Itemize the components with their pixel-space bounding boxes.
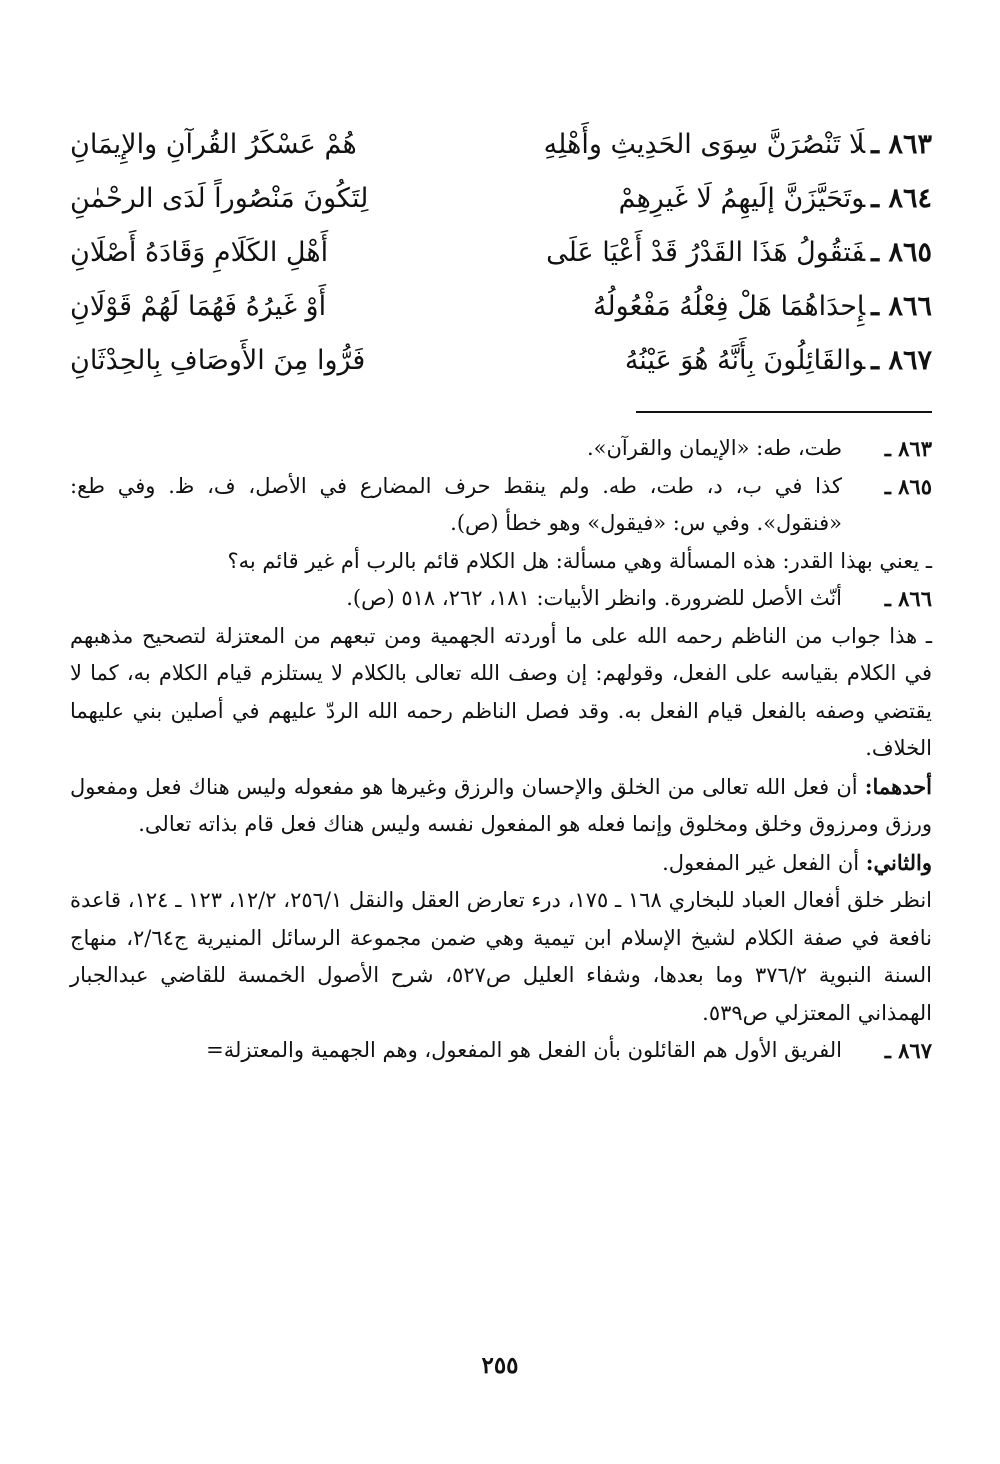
footnote-866	[70, 580, 932, 618]
verse-first-hemistich	[512, 334, 932, 388]
verse-text: وتَحَيَّزَنَّ إلَيهِمُ لَا غَيرِهِمْ	[618, 183, 866, 214]
footnote-number: ٨٦٣ ـ	[884, 436, 932, 461]
second-principle-text: أن الفعل غير المفعول.	[662, 850, 866, 875]
footnote-867	[70, 1032, 932, 1070]
verse-row	[70, 280, 932, 334]
verse-second-hemistich: لِتَكُونَ مَنْصُوراً لَدَى الرحْمٰنِ	[70, 183, 369, 214]
verse-text: والقَائِلُونَ بِأَنَّهُ هُوَ عَيْنُهُ	[624, 345, 866, 376]
verse-text: فَتقُولُ هَذَا القَدْرُ قَدْ أَعْيَا عَلَى	[546, 237, 866, 268]
verse-row	[70, 334, 932, 388]
verse-second-hemistich: فَرُّوا مِنَ الأَوصَافِ بِالحِدْثَانِ	[70, 345, 366, 376]
footnotes	[70, 430, 932, 1070]
page-number: ٢٥٥	[481, 1352, 519, 1379]
first-principle-text: أن فعل الله تعالى من الخلق والإحسان والرزق وغيرها هو مفعوله وليس هناك فعل ومفعول ورزق ومرزوق وخلق ومخلوق وإنما فعله هو المفعول نفسه وليس هناك فعل قام بذاته تعالى.	[70, 774, 932, 836]
footnote-863	[70, 430, 932, 468]
first-principle-lead: أحدهما:	[864, 773, 932, 799]
footnote-865-comment: ـ يعني بهذا القدر: هذه المسألة وهي مسألة: هل الكلام قائم بالرب أم غير قائم به؟	[227, 548, 932, 573]
verse-number: ٨٦٤ ـ	[871, 183, 932, 214]
verse-row	[70, 226, 932, 280]
footnote-number: ٨٦٧ ـ	[884, 1038, 932, 1063]
verse-number: ٨٦٣ ـ	[871, 129, 932, 160]
footnote-text: أنّث الأصل للضرورة. وانظر الأبيات: ١٨١، ٢٦٢، ٥١٨ (ص).	[346, 586, 842, 610]
footnote-866-comment: ـ هذا جواب من الناظم رحمه الله على ما أوردته الجهمية ومن تبعهم من المعتزلة لتصحيح مذهبهم في الكلام بقياسه على الفعل، وقولهم: إن وصف الله تعالى بالكلام لا يستلزم قيام الكلام به، كما لا يقتضي وصفه بالفعل قيام الفعل به. وقد فصل الناظم رحمه الله الردّ عليهم في أصلين بني عليهما الخلاف.	[70, 623, 932, 760]
verse-second-hemistich: أَهْلِ الكَلَامِ وَقَادَهُ أَصْلَانِ	[70, 237, 329, 268]
footnote-number: ٨٦٦ ـ	[884, 586, 932, 611]
poem-block	[70, 118, 932, 388]
second-principle-lead: والثاني:	[865, 849, 932, 875]
verse-row	[70, 118, 932, 172]
verse-second-hemistich: أَوْ غَيرُهُ فَهُمَا لَهُمْ قَوْلَانِ	[70, 291, 327, 322]
verse-text: لَا تَنْصُرَنَّ سِوَى الحَدِيثِ وأَهْلِهِ	[543, 129, 866, 160]
verse-number: ٨٦٧ ـ	[871, 345, 932, 376]
verse-row	[70, 172, 932, 226]
footnote-separator	[636, 411, 932, 413]
verse-first-hemistich	[512, 280, 932, 334]
verse-second-hemistich: هُمْ عَسْكَرُ القُرآنِ والإِيمَانِ	[70, 129, 357, 160]
verse-number: ٨٦٥ ـ	[871, 237, 932, 268]
footnote-text: الفريق الأول هم القائلون بأن الفعل هو المفعول، وهم الجهمية والمعتزلة=	[206, 1038, 842, 1062]
verse-first-hemistich	[512, 226, 932, 280]
verse-first-hemistich	[512, 172, 932, 226]
verse-number: ٨٦٦ ـ	[871, 291, 932, 322]
footnote-text: كذا في ب، د، طت، طه. ولم ينقط حرف المضارع في الأصل، ف، ظ. وفي طع: «فنقول». وفي س: «فيقول» وهو خطأ (ص).	[70, 473, 842, 535]
first-principle	[70, 768, 932, 844]
footnote-number: ٨٦٥ ـ	[884, 473, 932, 499]
second-principle	[70, 844, 932, 883]
footnote-865	[70, 468, 932, 543]
references: انظر خلق أفعال العباد للبخاري ١٦٨ ـ ١٧٥، درء تعارض العقل والنقل ٢٥٦/١، ١٢/٢، ١٢٣ ـ ١٢٤، قاعدة نافعة في صفة الكلام لشيخ الإسلام ابن تيمية وهي ضمن مجموعة الرسائل المنيرية ج٢/٦٤، منهاج السنة النبوية ٣٧٦/٢ وما بعدها، وشفاء العليل ص٥٢٧، شرح الأصول الخمسة للقاضي عبدالجبار الهمذاني المعتزلي ص٥٣٩.	[70, 888, 933, 1025]
verse-first-hemistich	[512, 118, 932, 172]
footnote-text: طت، طه: «الإيمان والقرآن».	[586, 436, 842, 460]
verse-text: إِحدَاهُمَا هَلْ فِعْلُهُ مَفْعُولُهُ	[592, 291, 866, 322]
